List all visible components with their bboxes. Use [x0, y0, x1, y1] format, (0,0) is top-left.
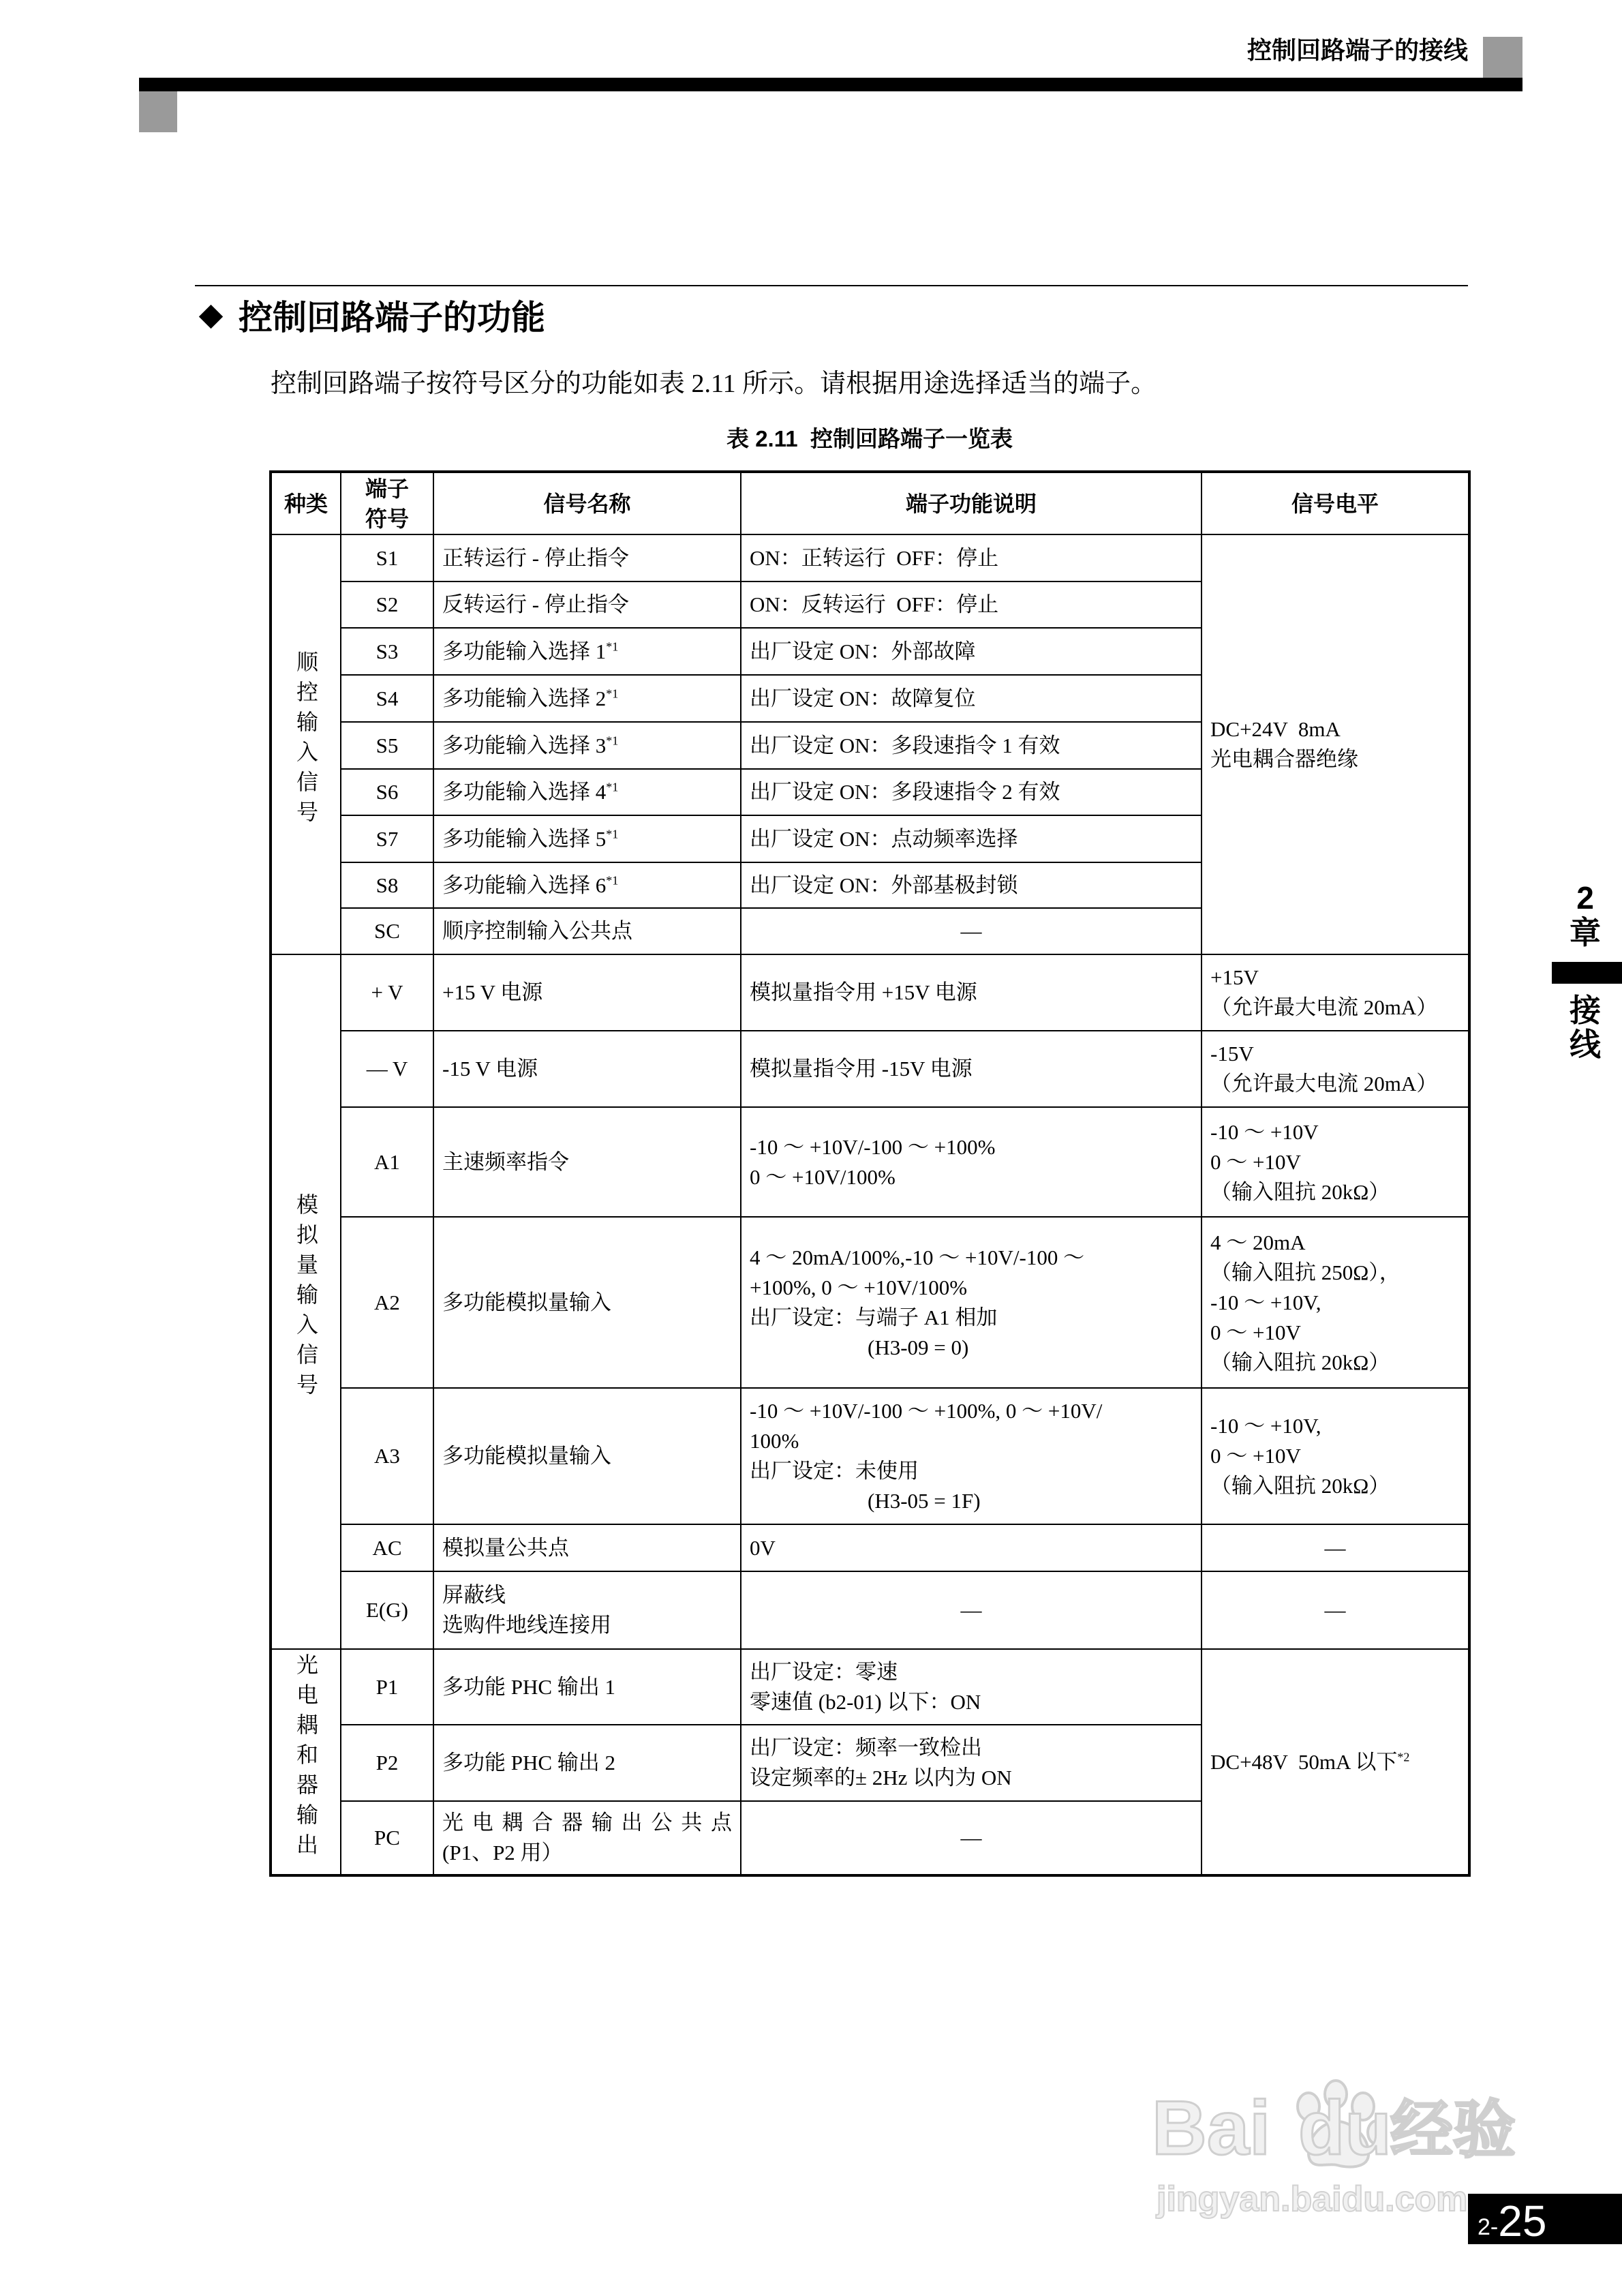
- diamond-bullet-icon: [199, 305, 223, 329]
- signal-name-cell: [433, 1649, 741, 1725]
- category-label: 顺控输入信号: [294, 650, 318, 830]
- footnote-mark: *1: [606, 827, 619, 841]
- terminal-symbol-cell: [341, 722, 433, 769]
- footnote-mark: *2: [1397, 1750, 1410, 1764]
- signal-name-text: 选购件地线连接用: [442, 1613, 611, 1637]
- table-row: [271, 534, 1469, 581]
- terminal-symbol: S7: [376, 826, 399, 851]
- terminal-symbol-cell: [341, 534, 433, 581]
- signal-level-line: （允许最大电流 20mA）: [1210, 995, 1438, 1019]
- signal-name-cell: [433, 1725, 741, 1801]
- signal-name-text: 光电耦合器输出公共点: [442, 1811, 732, 1834]
- chapter-title-char: 接: [1570, 993, 1601, 1028]
- terminal-symbol: S6: [376, 780, 399, 804]
- signal-name-text: 主速频率指令: [442, 1149, 569, 1174]
- terminal-symbol: S5: [376, 733, 399, 757]
- signal-level-line: 0 ～ +10V: [1210, 1320, 1301, 1344]
- signal-level-line: —: [1324, 1535, 1346, 1560]
- function-line: 出厂设定：未使用: [750, 1459, 919, 1483]
- function-cell: [741, 769, 1202, 815]
- page-number-prefix: 2-: [1478, 2214, 1499, 2240]
- watermark-url: jingyan.baidu.com: [1157, 2179, 1468, 2219]
- signal-level-line: [1210, 1747, 1460, 1777]
- signal-name-line: [442, 1533, 732, 1563]
- function-line: 出厂设定 ON：多段速指令 1 有效: [750, 733, 1060, 757]
- function-line: —: [960, 1598, 982, 1622]
- running-title: 控制回路端子的接线: [1246, 36, 1468, 64]
- terminal-symbol: S2: [376, 592, 399, 616]
- terminal-symbol: — V: [366, 1057, 408, 1081]
- table-row: [271, 1571, 1469, 1649]
- signal-name-text: 模拟量公共点: [442, 1535, 569, 1560]
- column-header: [433, 472, 741, 534]
- signal-name-text: 多功能 PHC 输出 2: [442, 1751, 616, 1774]
- signal-name-text: 屏蔽线: [442, 1583, 506, 1607]
- column-header: [1202, 472, 1469, 534]
- header-row: [271, 472, 1469, 534]
- function-line: 设定频率的± 2Hz 以内为 ON: [750, 1766, 1012, 1789]
- signal-name-line: [442, 916, 732, 946]
- function-setting-note: (H3-05 = 1F): [868, 1489, 981, 1513]
- signal-name-line: [442, 1441, 732, 1471]
- function-line: 0V: [750, 1535, 776, 1560]
- terminal-symbol: AC: [372, 1535, 402, 1560]
- chapter-number: 2: [1576, 880, 1594, 916]
- signal-name-line: [442, 1748, 732, 1778]
- function-cell: [741, 675, 1202, 722]
- chapter-title-char: 线: [1570, 1027, 1601, 1062]
- signal-name-cell: [433, 1801, 741, 1875]
- function-cell: [741, 815, 1202, 862]
- terminal-symbol-cell: [341, 581, 433, 628]
- function-cell: [741, 1571, 1202, 1649]
- table-header: [271, 472, 1469, 534]
- signal-name-line: [442, 731, 732, 761]
- function-line: 100%: [750, 1429, 799, 1453]
- terminal-symbol-cell: [341, 1107, 433, 1217]
- signal-name-line: [442, 1672, 732, 1702]
- signal-level-cell: [1202, 1217, 1469, 1388]
- table-row: [271, 1031, 1469, 1107]
- terminal-symbol: S8: [376, 873, 399, 897]
- signal-level-cell: [1202, 954, 1469, 1031]
- signal-level-line: -15V: [1210, 1042, 1254, 1066]
- signal-name-line: [442, 684, 732, 714]
- signal-name-text: -15 V 电源: [442, 1057, 538, 1081]
- signal-name-line: [442, 824, 732, 854]
- terminal-symbol-cell: [341, 675, 433, 722]
- terminal-symbol-cell: [341, 1031, 433, 1107]
- chapter-tab-bar: [1552, 962, 1622, 984]
- footnote-mark: *1: [606, 873, 619, 888]
- terminal-symbol-cell: [341, 954, 433, 1031]
- terminal-symbol-cell: [341, 1649, 433, 1725]
- function-line: 出厂设定 ON：外部故障: [750, 639, 976, 663]
- function-line: 0 ～ +10V/100%: [750, 1164, 896, 1189]
- column-header-line: 符号: [365, 506, 409, 531]
- signal-name-line: [442, 1808, 732, 1838]
- function-cell: [741, 1107, 1202, 1217]
- signal-level-cell: [1202, 1524, 1469, 1571]
- watermark-text: 经验: [1390, 2096, 1516, 2165]
- table-row: [271, 1649, 1469, 1725]
- function-line: 零速值 (b2-01) 以下：ON: [750, 1689, 981, 1714]
- signal-name-cell: [433, 722, 741, 769]
- terminal-symbol: A2: [374, 1290, 400, 1314]
- footnote-mark: *1: [606, 639, 619, 654]
- column-header: [271, 472, 341, 534]
- category-cell: [271, 534, 341, 954]
- terminal-symbol: E(G): [366, 1598, 408, 1622]
- table-row: [271, 1388, 1469, 1524]
- function-line: 出厂设定 ON：外部基极封锁: [750, 873, 1018, 897]
- terminal-symbol: P2: [376, 1751, 399, 1774]
- signal-level-line: （输入阻抗 250Ω），: [1210, 1260, 1401, 1284]
- function-cell: [741, 581, 1202, 628]
- terminal-symbol: S1: [376, 545, 399, 570]
- function-line: +100%, 0 ～ +10V/100%: [750, 1275, 968, 1299]
- signal-name-text: 多功能模拟量输入: [442, 1290, 611, 1314]
- function-cell: [741, 1524, 1202, 1571]
- category-label: 光电耦和器输出: [294, 1652, 318, 1863]
- signal-name-cell: [433, 862, 741, 908]
- signal-level-line: +15V: [1210, 965, 1259, 989]
- signal-name-line: [442, 543, 732, 573]
- signal-name-text: 多功能输入选择 5: [442, 826, 607, 851]
- signal-level-cell: [1202, 1107, 1469, 1217]
- signal-name-text: 反转运行 - 停止指令: [442, 592, 629, 616]
- function-line: 出厂设定：零速: [750, 1659, 898, 1684]
- signal-name-line: [442, 1288, 732, 1318]
- intro-paragraph: 控制回路端子按符号区分的功能如表 2.11 所示。请根据用途选择适当的端子。: [271, 369, 1157, 398]
- signal-name-text: 多功能 PHC 输出 1: [442, 1674, 616, 1699]
- signal-level-line: —: [1324, 1598, 1346, 1622]
- table-row: [271, 1107, 1469, 1217]
- function-cell: [741, 628, 1202, 675]
- function-line: ON：反转运行 OFF：停止: [750, 592, 999, 616]
- function-cell: [741, 1217, 1202, 1388]
- function-cell: [741, 1388, 1202, 1524]
- signal-level-line: 4 ～ 20mA: [1210, 1230, 1306, 1254]
- signal-level-text: 光电耦合器绝缘: [1210, 747, 1358, 771]
- function-line: -10 ～ +10V/-100 ～ +100%: [750, 1134, 996, 1159]
- signal-name-cell: [433, 675, 741, 722]
- terminal-symbol-cell: [341, 1725, 433, 1801]
- header-gray-block-left: [139, 91, 177, 132]
- terminal-table: [269, 470, 1471, 1877]
- section-heading: 控制回路端子的功能: [239, 299, 545, 337]
- terminal-symbol-cell: [341, 862, 433, 908]
- terminal-symbol: A1: [374, 1149, 400, 1174]
- function-cell: [741, 1801, 1202, 1875]
- signal-name-cell: [433, 1571, 741, 1649]
- function-line: 模拟量指令用 -15V 电源: [750, 1057, 973, 1081]
- signal-name-text: 多功能输入选择 2: [442, 686, 607, 710]
- function-cell: [741, 954, 1202, 1031]
- terminal-symbol-cell: [341, 628, 433, 675]
- signal-level-cell: [1202, 1388, 1469, 1524]
- signal-level-cell: [1202, 1031, 1469, 1107]
- terminal-symbol: S3: [376, 639, 399, 663]
- table-body: [271, 534, 1469, 1875]
- signal-name-cell: [433, 1107, 741, 1217]
- signal-name-cell: [433, 1388, 741, 1524]
- footnote-mark: *1: [606, 780, 619, 794]
- signal-name-line: [442, 1054, 732, 1084]
- category-cell: [271, 1649, 341, 1875]
- terminal-symbol-cell: [341, 769, 433, 815]
- signal-name-line: [442, 637, 732, 667]
- signal-name-cell: [433, 954, 741, 1031]
- signal-level-line: （输入阻抗 20kΩ）: [1210, 1350, 1390, 1374]
- signal-name-text: 顺序控制输入公共点: [442, 919, 632, 943]
- signal-name-cell: [433, 1217, 741, 1388]
- function-cell: [741, 1649, 1202, 1725]
- function-line: 出厂设定：频率一致检出: [750, 1736, 982, 1759]
- signal-level-line: 0 ～ +10V: [1210, 1444, 1301, 1468]
- signal-name-cell: [433, 1524, 741, 1571]
- signal-level-cell: [1202, 1571, 1469, 1649]
- signal-name-line: [442, 1147, 732, 1177]
- signal-name-line: [442, 777, 732, 807]
- page-number: 25: [1498, 2196, 1547, 2246]
- signal-name-text: 多功能模拟量输入: [442, 1444, 611, 1468]
- table-row: [271, 954, 1469, 1031]
- table-caption: 表 2.11 控制回路端子一览表: [726, 426, 1013, 451]
- signal-name-cell: [433, 581, 741, 628]
- table-row: [271, 1217, 1469, 1388]
- header-gray-block: [1483, 37, 1522, 79]
- column-header-line: 种类: [284, 491, 328, 516]
- terminal-symbol-cell: [341, 1217, 433, 1388]
- function-line: —: [960, 1826, 982, 1849]
- signal-name-cell: [433, 908, 741, 954]
- category-cell: [271, 954, 341, 1649]
- column-header: [741, 472, 1202, 534]
- function-line: 出厂设定 ON：故障复位: [750, 686, 976, 710]
- signal-name-line: [442, 1610, 732, 1640]
- chapter-label: 章: [1570, 915, 1601, 950]
- terminal-symbol: + V: [371, 980, 403, 1004]
- signal-name-cell: [433, 1031, 741, 1107]
- function-cell: [741, 862, 1202, 908]
- function-line: -10 ～ +10V/-100 ～ +100%, 0 ～ +10V/: [750, 1399, 1103, 1423]
- column-header-line: 端子功能说明: [905, 491, 1037, 516]
- signal-level-cell: [1202, 1649, 1469, 1875]
- function-line: 模拟量指令用 +15V 电源: [750, 980, 977, 1004]
- function-cell: [741, 534, 1202, 581]
- signal-name-line: [442, 1580, 732, 1610]
- signal-name-cell: [433, 769, 741, 815]
- terminal-symbol-cell: [341, 1388, 433, 1524]
- signal-name-cell: [433, 815, 741, 862]
- category-label: 模拟量输入信号: [294, 1192, 318, 1403]
- signal-level-text: DC+48V 50mA 以下: [1210, 1749, 1398, 1774]
- section-divider: [195, 285, 1468, 286]
- function-line: 出厂设定 ON：点动频率选择: [750, 826, 1018, 851]
- signal-level-line: [1210, 744, 1460, 774]
- function-line: —: [960, 919, 982, 943]
- signal-name-text: 多功能输入选择 1: [442, 639, 607, 663]
- signal-level-line: 0 ～ +10V: [1210, 1149, 1301, 1174]
- terminal-symbol: PC: [374, 1826, 400, 1849]
- signal-name-text: (P1、P2 用）: [442, 1841, 563, 1864]
- signal-name-cell: [433, 534, 741, 581]
- terminal-symbol: P1: [376, 1674, 399, 1699]
- signal-name-line: [442, 590, 732, 620]
- function-cell: [741, 1725, 1202, 1801]
- function-line: 出厂设定 ON：多段速指令 2 有效: [750, 780, 1060, 804]
- column-header: [341, 472, 433, 534]
- table-row: [271, 1524, 1469, 1571]
- signal-level-line: [1210, 714, 1460, 744]
- function-line: 4 ～ 20mA/100%,-10 ～ +10V/-100 ～: [750, 1245, 1085, 1269]
- function-cell: [741, 1031, 1202, 1107]
- terminal-symbol: A3: [374, 1444, 400, 1468]
- terminal-symbol: S4: [376, 686, 399, 710]
- column-header-line: 端子: [365, 476, 409, 501]
- signal-name-line: [442, 978, 732, 1008]
- signal-level-line: （输入阻抗 20kΩ）: [1210, 1474, 1390, 1498]
- function-cell: [741, 908, 1202, 954]
- signal-level-line: （输入阻抗 20kΩ）: [1210, 1179, 1390, 1204]
- signal-name-line: [442, 871, 732, 901]
- terminal-symbol-cell: [341, 1571, 433, 1649]
- signal-name-cell: [433, 628, 741, 675]
- signal-level-line: （允许最大电流 20mA）: [1210, 1072, 1438, 1096]
- watermark-text: du: [1298, 2085, 1392, 2171]
- signal-level-text: DC+24V 8mA: [1210, 717, 1341, 741]
- signal-name-text: 多功能输入选择 4: [442, 780, 607, 804]
- terminal-symbol-cell: [341, 815, 433, 862]
- signal-name-line: [442, 1838, 732, 1868]
- terminal-symbol: SC: [374, 919, 400, 943]
- signal-level-line: -10 ～ +10V,: [1210, 1414, 1321, 1438]
- footnote-mark: *1: [606, 734, 619, 748]
- signal-level-line: -10 ～ +10V: [1210, 1119, 1319, 1144]
- signal-level-line: -10 ～ +10V,: [1210, 1290, 1321, 1314]
- watermark-text: Bai: [1152, 2085, 1271, 2171]
- function-setting-note: (H3-09 = 0): [868, 1335, 969, 1359]
- signal-name-text: 多功能输入选择 3: [442, 733, 607, 757]
- signal-name-text: +15 V 电源: [442, 980, 543, 1004]
- signal-name-text: 正转运行 - 停止指令: [442, 545, 629, 570]
- header-rule-bar: [139, 78, 1522, 91]
- function-line: ON：正转运行 OFF：停止: [750, 545, 999, 570]
- signal-name-text: 多功能输入选择 6: [442, 873, 607, 897]
- column-header-line: 信号电平: [1291, 491, 1379, 516]
- page-number-box: [1468, 2194, 1622, 2244]
- terminal-symbol-cell: [341, 1524, 433, 1571]
- terminal-symbol-cell: [341, 908, 433, 954]
- function-cell: [741, 722, 1202, 769]
- signal-level-cell: [1202, 534, 1469, 954]
- column-header-line: 信号名称: [543, 491, 631, 516]
- terminal-symbol-cell: [341, 1801, 433, 1875]
- function-line: 出厂设定：与端子 A1 相加: [750, 1305, 998, 1329]
- footnote-mark: *1: [606, 686, 619, 701]
